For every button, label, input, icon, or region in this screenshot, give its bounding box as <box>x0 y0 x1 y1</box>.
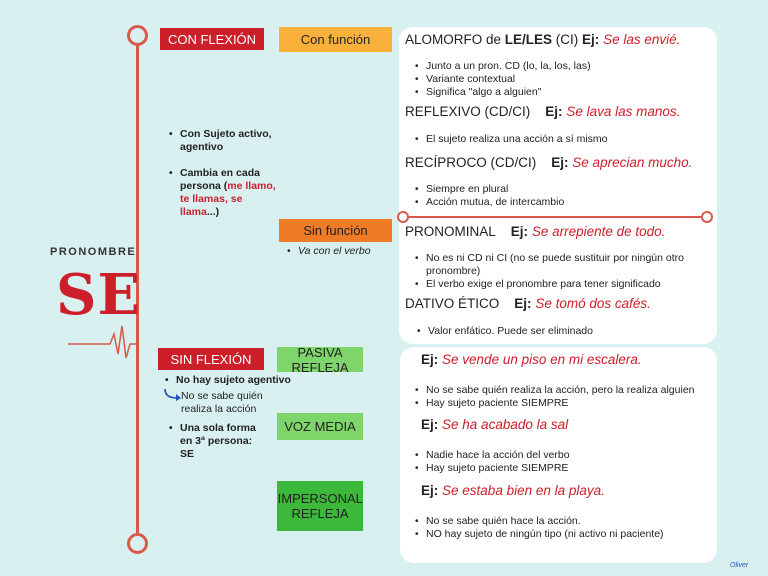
pronominal-heading: PRONOMINAL Ej: Se arrepiente de todo. <box>405 224 666 239</box>
dativo-list: • Valor enfático. Puede ser eliminado <box>414 325 704 338</box>
sin-flexion-sub: No se sabe quién realiza la acción <box>181 390 263 415</box>
panel-divider-line <box>408 216 704 218</box>
media-list: • Nadie hace la acción del verbo • Hay sujeto paciente SIEMPRE <box>412 449 712 475</box>
con-flexion-tag: CON FLEXIÓN <box>160 28 264 50</box>
impersonal-refleja-tag: IMPERSONAL REFLEJA <box>277 481 363 531</box>
timeline-top-circle <box>127 25 148 46</box>
pasiva-example: Ej: Se vende un piso en mi escalera. <box>421 352 642 367</box>
sin-funcion-note: • Va con el verbo <box>284 245 404 258</box>
pronominal-list: • No es ni CD ni CI (no se puede sustituir por ningún otro pronombre) • El verbo exige el pronombre para tener significado <box>412 252 702 291</box>
voz-media-tag: VOZ MEDIA <box>277 413 363 440</box>
con-flexion-bullets <box>166 128 284 219</box>
impersonal-example: Ej: Se estaba bien en la playa. <box>421 483 605 498</box>
timeline-bottom-circle <box>127 533 148 554</box>
divider-left-circle <box>397 211 409 223</box>
se-title: SE <box>56 262 142 328</box>
reflexivo-list: • El sujeto realiza una acción a sí mismo <box>412 133 712 146</box>
con-flexion-bullet-2: • Cambia en cada persona (me llamo, te llamas, se llama...) <box>166 167 284 219</box>
signature: Oliver <box>730 562 749 569</box>
impersonal-list: • No se sabe quién hace la acción. • NO hay sujeto de ningún tipo (ni activo ni paciente) <box>412 515 712 541</box>
sin-funcion-tag: Sin función <box>279 219 392 242</box>
divider-right-circle <box>701 211 713 223</box>
sin-flexion-tag: SIN FLEXIÓN <box>158 348 264 370</box>
curved-arrow-icon <box>163 388 183 402</box>
alomorfo-list: • Junto a un pron. CD (lo, la, los, las) • Variante contextual • Significa "algo a alguien" <box>412 60 712 99</box>
media-example: Ej: Se ha acabado la sal <box>421 417 569 432</box>
sin-flexion-bullet-2: • Una sola forma en 3ª persona: SE <box>166 422 266 461</box>
pasiva-refleja-tag: PASIVA REFLEJA <box>277 347 363 372</box>
pronombre-label: PRONOMBRE <box>50 246 137 258</box>
con-flexion-bullet-1: • Con Sujeto activo, agentivo <box>166 128 284 154</box>
con-funcion-tag: Con función <box>279 27 392 52</box>
reciproco-list: • Siempre en plural • Acción mutua, de intercambio <box>412 183 712 209</box>
pasiva-list: • No se sabe quién realiza la acción, pero la realiza alguien • Hay sujeto paciente SIEMPRE <box>412 384 712 410</box>
reciproco-heading: RECÍPROCO (CD/CI) Ej: Se aprecian mucho. <box>405 155 693 170</box>
reflexivo-heading: REFLEXIVO (CD/CI) Ej: Se lava las manos. <box>405 104 681 119</box>
dativo-heading: DATIVO ÉTICO Ej: Se tomó dos cafés. <box>405 296 651 311</box>
heartbeat-line <box>68 322 138 362</box>
alomorfo-heading: ALOMORFO de LE/LES (CI) Ej: Se las envié. <box>405 32 681 47</box>
sin-flexion-bullet-1: • No hay sujeto agentivo <box>162 374 312 387</box>
